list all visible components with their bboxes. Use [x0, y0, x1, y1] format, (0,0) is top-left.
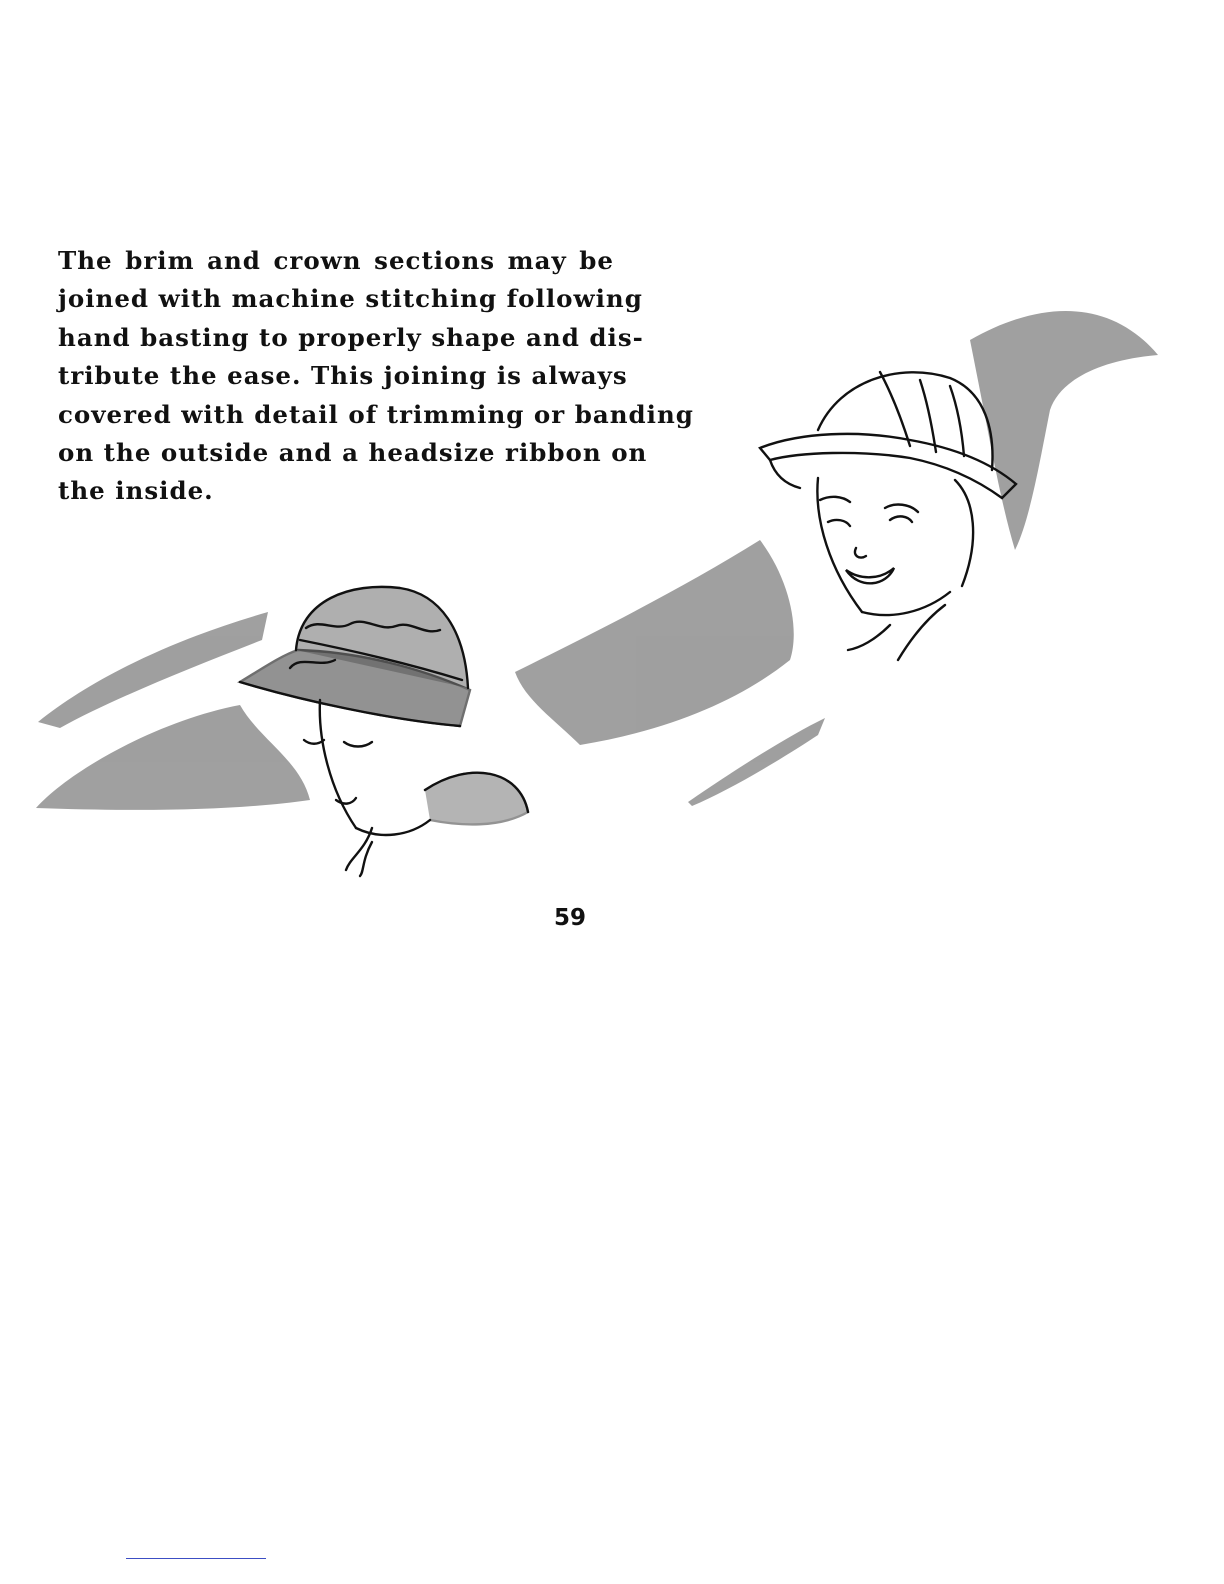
girl-in-cloche-hat [240, 587, 528, 876]
paragraph-line: hand basting to properly shape and dis- [58, 322, 644, 352]
paragraph-line: joined with machine stitching following [58, 284, 643, 314]
paragraph-line: covered with detail of trimming or banding [58, 399, 694, 429]
footer-rule [126, 1558, 266, 1559]
paragraph-line: The brim and crown sections may be [58, 246, 614, 275]
paragraph-line: the inside. [58, 476, 214, 506]
boy-in-sectioned-cap [760, 372, 1016, 660]
page-number: 59 [553, 905, 586, 931]
paragraph-line: on the outside and a headsize ribbon on [58, 438, 648, 468]
brush-wash [36, 311, 1158, 810]
paragraph-line: tribute the ease. This joining is always [58, 361, 628, 391]
hat-illustration [0, 200, 1224, 920]
